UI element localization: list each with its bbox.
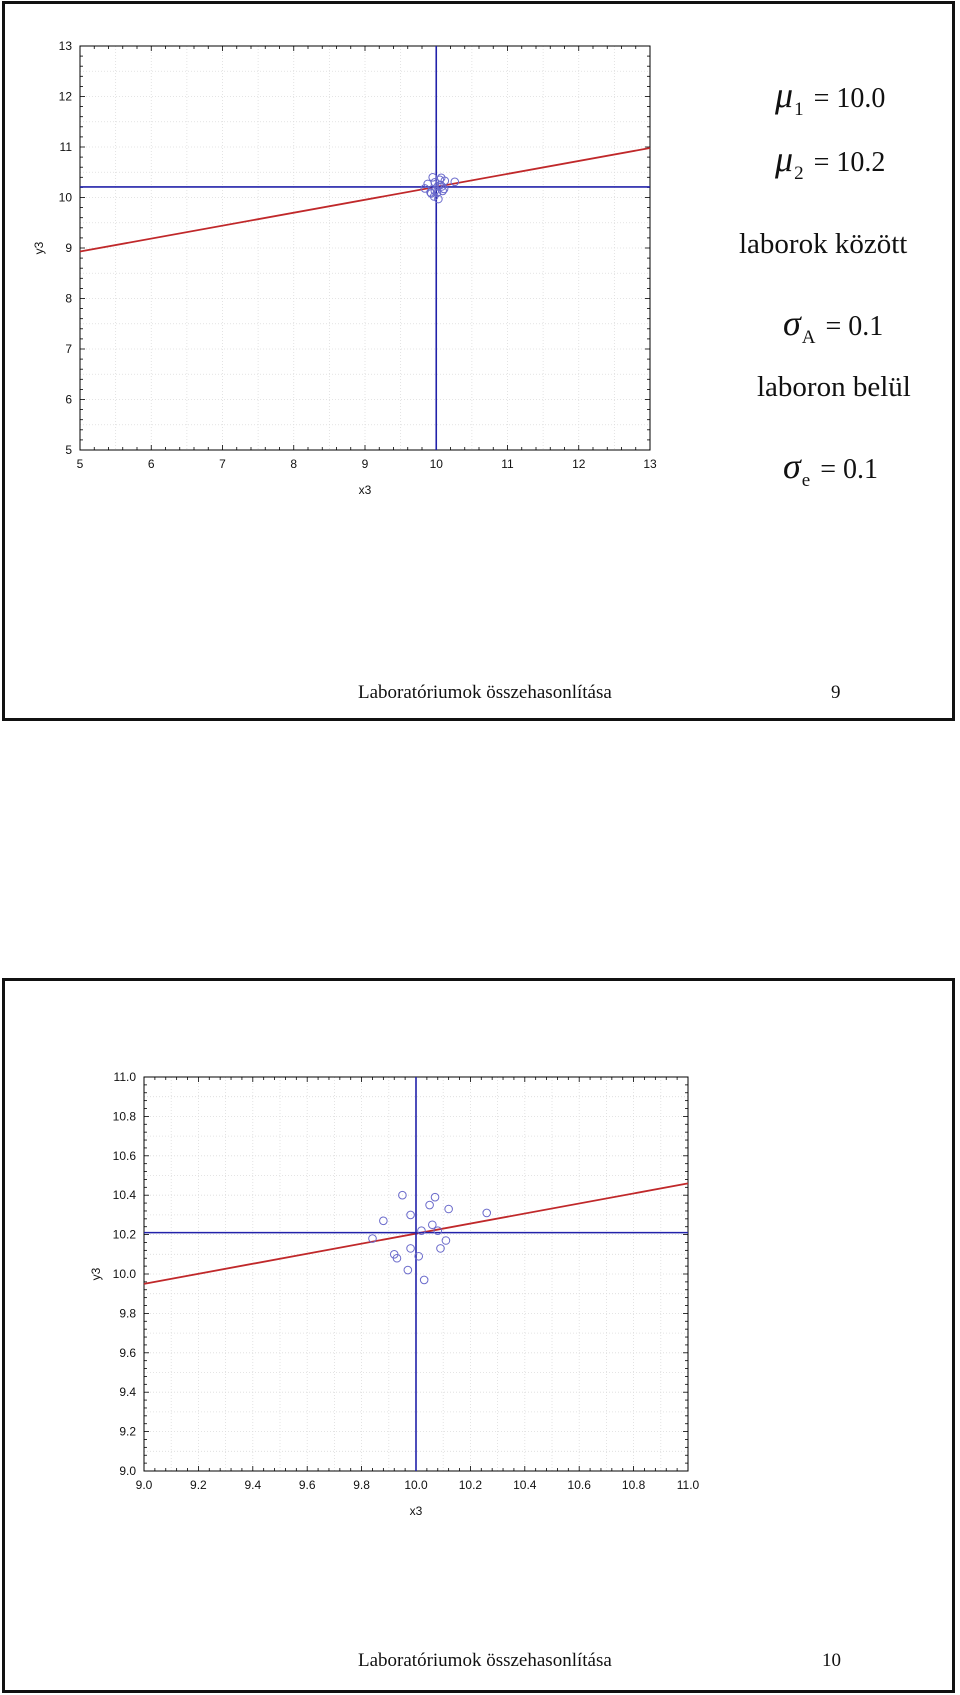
- x-tick-label: 9: [361, 457, 369, 471]
- x-tick-label: 9.0: [135, 1478, 153, 1492]
- x-tick-label: 10.8: [621, 1478, 646, 1492]
- equation-mu2: μ2 = 10.2: [775, 139, 886, 184]
- scatter-chart-2: [5, 981, 953, 1541]
- label-laborok-kozott: laborok között: [739, 228, 908, 260]
- x-tick-label: 5: [76, 457, 84, 471]
- slide-10: [2, 978, 955, 1693]
- x-tick-label: 12: [572, 457, 586, 471]
- y-tick-label: 9.8: [119, 1306, 136, 1321]
- x-tick-label: 10.0: [404, 1478, 428, 1492]
- y-tick-label: 9.4: [119, 1385, 136, 1400]
- y-tick-label: 9.6: [119, 1345, 136, 1360]
- y-tick-label: 11.0: [113, 1070, 136, 1084]
- x-tick-label: 11: [501, 457, 514, 471]
- data-point: [380, 1217, 388, 1225]
- label-laboron-belul: laboron belül: [757, 371, 911, 403]
- equation-sigma-a: σA = 0.1: [783, 303, 884, 348]
- x-tick-label: 10.2: [458, 1478, 483, 1492]
- x-axis-label: x3: [358, 483, 372, 497]
- x-tick-label: 9.6: [298, 1478, 316, 1492]
- y-tick-label: 10.4: [112, 1188, 136, 1203]
- x-tick-label: 11.0: [676, 1478, 700, 1492]
- x-tick-label: 9.4: [244, 1478, 262, 1492]
- y-tick-label: 10: [58, 190, 72, 205]
- y-tick-label: 13: [58, 39, 72, 53]
- slide-9: [2, 1, 955, 721]
- equation-mu1: μ1 = 10.0: [775, 75, 886, 120]
- y-tick-label: 5: [65, 443, 72, 457]
- y-axis-label: y3: [89, 1267, 103, 1281]
- data-point: [451, 178, 459, 186]
- y-tick-label: 12: [58, 89, 72, 104]
- data-point: [429, 174, 437, 182]
- y-tick-label: 8: [65, 291, 72, 306]
- x-tick-label: 10.4: [513, 1478, 537, 1492]
- data-point: [407, 1245, 415, 1253]
- y-axis-label: y3: [32, 241, 46, 255]
- page-number: 10: [822, 1650, 841, 1671]
- footer-title: Laboratóriumok összehasonlítása: [358, 1650, 612, 1671]
- y-tick-label: 7: [65, 342, 72, 356]
- data-point: [404, 1266, 412, 1274]
- data-point: [420, 1276, 428, 1284]
- data-point: [431, 1193, 439, 1201]
- footer-title: Laboratóriumok összehasonlítása: [358, 682, 612, 703]
- x-tick-label: 9.2: [190, 1478, 207, 1492]
- y-tick-label: 9.0: [119, 1464, 136, 1478]
- y-tick-label: 6: [65, 392, 72, 407]
- x-tick-label: 10: [429, 457, 443, 471]
- x-tick-label: 9.8: [353, 1478, 370, 1492]
- x-tick-label: 13: [643, 457, 657, 471]
- y-tick-label: 9.2: [119, 1424, 136, 1439]
- x-tick-label: 7: [219, 457, 226, 471]
- equation-sigma-e: σe = 0.1: [783, 446, 878, 491]
- data-point: [442, 1237, 450, 1245]
- y-tick-label: 10.2: [112, 1227, 136, 1242]
- data-point: [483, 1209, 491, 1217]
- y-tick-label: 11: [59, 140, 72, 154]
- y-tick-label: 10.8: [112, 1109, 136, 1124]
- x-tick-label: 10.6: [567, 1478, 591, 1492]
- data-point: [426, 1201, 434, 1209]
- x-tick-label: 6: [147, 457, 155, 471]
- data-point: [407, 1211, 415, 1219]
- page-number: 9: [831, 682, 841, 703]
- y-tick-label: 10.6: [112, 1148, 136, 1163]
- y-tick-label: 9: [65, 241, 72, 255]
- x-tick-label: 8: [290, 457, 298, 471]
- y-tick-label: 10.0: [112, 1267, 136, 1281]
- data-point: [445, 1205, 453, 1213]
- x-axis-label: x3: [409, 1504, 423, 1518]
